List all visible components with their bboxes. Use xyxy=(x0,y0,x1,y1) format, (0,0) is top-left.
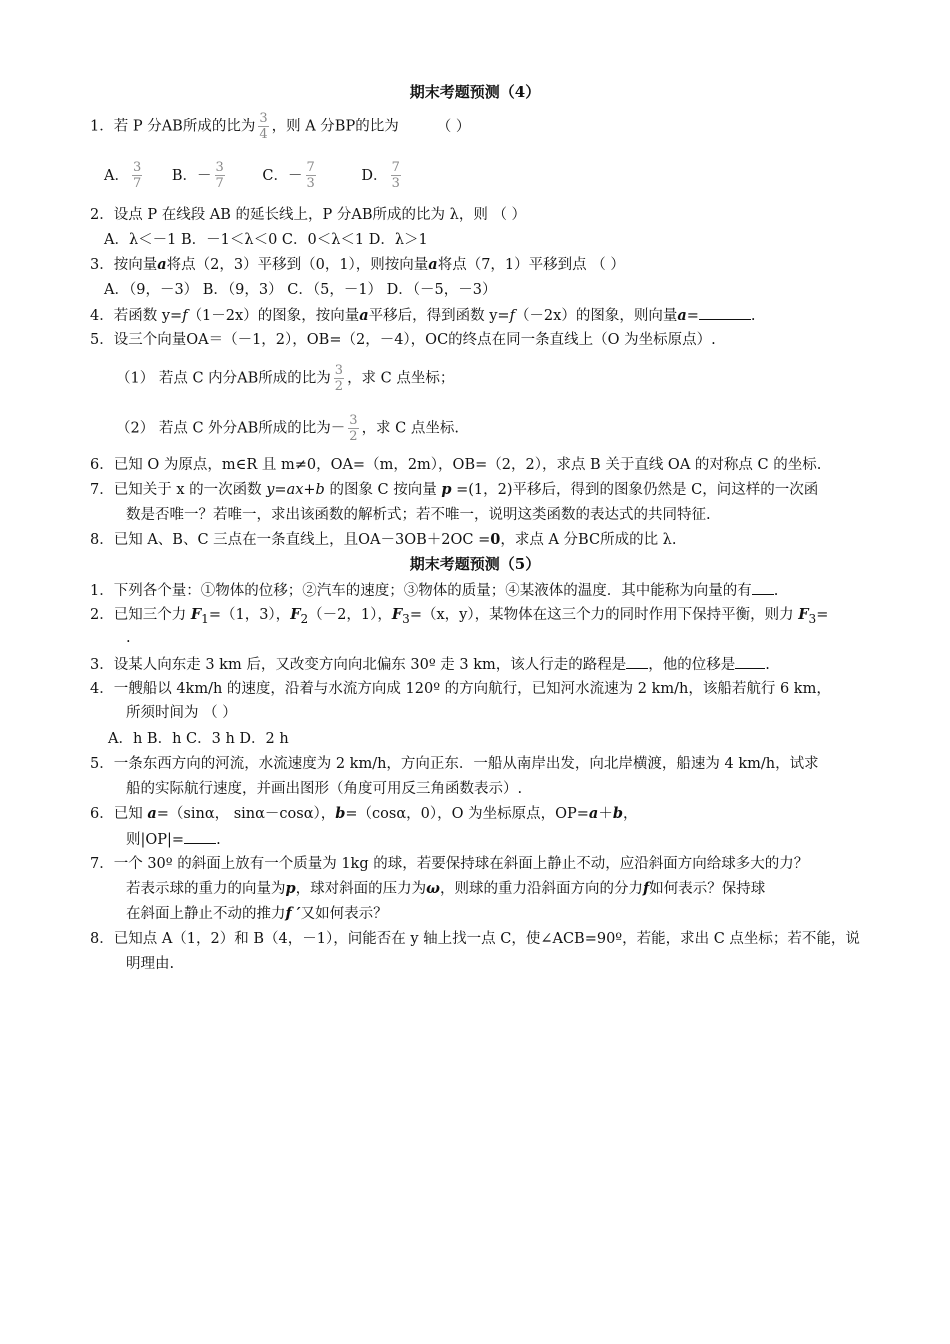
s5-question-6-cont: 则|OP|= . xyxy=(126,829,221,850)
answer-blank xyxy=(626,654,648,669)
s5-question-8-cont: 明理由. xyxy=(126,956,175,972)
answer-blank xyxy=(184,829,216,844)
s4-question-1-options xyxy=(104,160,404,191)
answer-blank xyxy=(699,305,751,320)
s4-question-5: 5．设三个向量OA＝（－1，2），OB=（2，－4），OC的终点在同一条直线上（O 为坐标原点）. xyxy=(90,332,716,348)
s5-question-5: 5．一条东西方向的河流，水流速度为 2 km/h，方向正东．一船从南岸出发，向北岸横渡，船速为 4 km/h，试求 xyxy=(90,756,819,772)
fraction: $\frac{3}{4}$ xyxy=(259,111,268,142)
s5-question-7-cont-2: 在斜面上静止不动的推力f ′又如何表示？ xyxy=(126,905,388,922)
option-c: C．－ $\frac{7}{3}$ xyxy=(262,160,315,191)
s4-question-1: 1．若 P 分AB所成的比为 $\frac{3}{4}$ ，则 A 分BP的比为 （ ） xyxy=(90,111,471,142)
s4-question-8: 8．已知 A、B、C 三点在一条直线上，且OA－3OB＋2OC =0，求点 A 分BC所成的比 λ. xyxy=(90,531,677,548)
s4-question-2-options: A．λ＜－1 B．－1＜λ＜0 C．0＜λ＜1 D．λ＞1 xyxy=(104,232,428,248)
s5-question-2: 2．已知三个力 $F_1=(1$，3），$F_2(-2$，1），$F_3=(x$，y），某物体在这三个力的同时作用下保持平衡，则力 $F_3=$ xyxy=(90,606,829,626)
option-a: A． $\frac{3}{7}$ xyxy=(104,160,142,191)
answer-blank xyxy=(735,654,765,669)
s4-question-5-part-2: （2） 若点 C 外分AB所成的比为－ $\frac{3}{2}$ ，求 C 点坐标. xyxy=(116,413,459,444)
s5-question-5-cont: 船的实际航行速度，并画出图形（角度可用反三角函数表示）. xyxy=(126,781,523,797)
s4-question-7: 7．已知关于 x 的一次函数 y=ax+b 的图象 C 按向量 p =(1，2)平移后，得到的图象仍然是 C，问这样的一次函 xyxy=(90,481,819,498)
s5-question-8: 8．已知点 A（1，2）和 B（4，－1），问能否在 y 轴上找一点 C，使∠ACB=90º，若能，求出 C 点坐标；若不能，说 xyxy=(90,931,860,947)
s5-question-6: 6．已知 a=（sinα， sinα－cosα），b=（cosα，0），O 为坐标原点，OP=a＋b， xyxy=(90,805,638,822)
section-4-title: 期末考题预测（4） xyxy=(409,83,541,101)
s5-question-1: 1．下列各个量：①物体的位移；②汽车的速度；③物体的质量；④某液体的温度．其中能称为向量的有 . xyxy=(90,580,778,601)
section-5-title: 期末考题预测（5） xyxy=(409,555,541,573)
s5-question-3: 3．设某人向东走 3 km 后，又改变方向向北偏东 30º 走 3 km，该人行走的路程是 ，他的位移是 . xyxy=(90,654,770,675)
s4-question-5-part-1: （1） 若点 C 内分AB所成的比为 $\frac{3}{2}$ ，求 C 点坐标； xyxy=(116,363,455,394)
s5-question-7: 7．一个 30º 的斜面上放有一个质量为 1kg 的球，若要保持球在斜面上静止不动，应沿斜面方向给球多大的力？ xyxy=(90,856,809,872)
s5-question-4-options: A．h B．h C．3 h D．2 h xyxy=(108,731,289,747)
s4-question-3-options: A．（9，－3） B．（9，3） C．（5，－1） D．（－5，－3） xyxy=(104,282,497,298)
option-d: D． $\frac{7}{3}$ xyxy=(361,160,400,191)
s4-question-7-cont: 数是否唯一？若唯一，求出该函数的解析式；若不唯一，说明这类函数的表达式的共同特征. xyxy=(126,507,711,523)
s5-question-2-cont: . xyxy=(126,630,131,646)
s5-question-4: 4．一艘船以 4km/h 的速度，沿着与水流方向成 120º 的方向航行，已知河水流速为 2 km/h，该船若航行 6 km， xyxy=(90,681,831,697)
s5-question-4-cont: 所须时间为 （ ） xyxy=(126,705,237,721)
s5-question-7-cont: 若表示球的重力的向量为p，球对斜面的压力为ω，则球的重力沿斜面方向的分力f如何表示？保持球 xyxy=(126,880,766,897)
s4-question-2: 2．设点 P 在线段 AB 的延长线上，P 分AB所成的比为 λ，则 （ ） xyxy=(90,207,527,223)
answer-blank xyxy=(752,580,774,595)
s4-question-6: 6．已知 O 为原点，m∈R 且 m≠0，OA=（m，2m），OB=（2，2），求点 B 关于直线 OA 的对称点 C 的坐标. xyxy=(90,457,822,473)
s4-question-4: 4．若函数 y=f（1－2x）的图象，按向量a平移后，得到函数 y=f（－2x）的图象，则向量a= . xyxy=(90,307,756,324)
option-b: B．－ $\frac{3}{7}$ xyxy=(171,160,224,191)
s4-question-3: 3．按向量a将点（2，3）平移到（0，1），则按向量a将点（7，1）平移到点 （ ） xyxy=(90,256,625,273)
